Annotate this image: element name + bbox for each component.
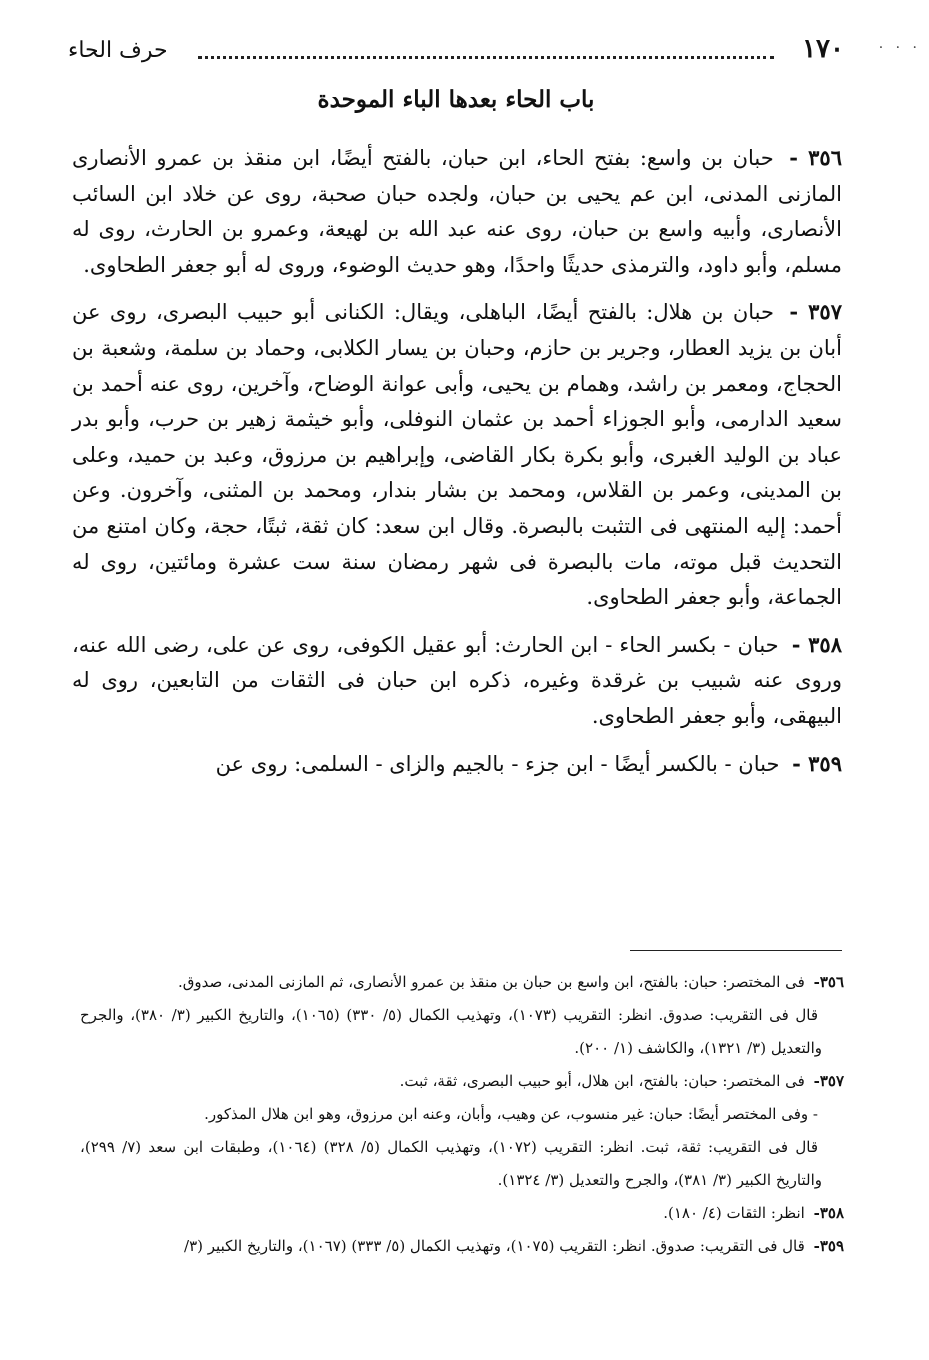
footnote [80,966,844,999]
footnote-number: ٣٥٧- [813,1072,844,1090]
footnote [80,999,844,1065]
footnote [80,1197,844,1230]
footnote-text: - وفى المختصر أيضًا: حبان: غير منسوب، عن وهيب، وأبان، وعنه ابن مرزوق، وهو ابن هلال المذكور. [204,1105,818,1123]
footnote-text: قال فى التقريب: صدوق. انظر: التقريب (١٠٧٥)، وتهذيب الكمال (٥/ ٣٣٣) (١٠٦٧)، والتاريخ الكبير (٣/ [184,1237,805,1255]
footnote-number: ٣٥٨- [813,1204,844,1222]
running-title: حرف الحاء [68,38,168,63]
entry-357 [72,294,842,615]
entry-text: حبان بن واسع: بفتح الحاء، ابن حبان، بالفتح أيضًا، ابن منقذ بن عمرو الأنصارى المازنى المدنى، ابن عم يحيى بن حبان، ولجده حبان صحبة، روى عن خلاد ابن السائب الأنصارى، وأبيه واسع بن حبان، روى عنه عبد الله بن لهيعة، وعمرو بن الحارث، روى له مسلم، وأبو داود، والترمذى حديثًا واحدًا، وهو حديث الوضوء، وروى له أبو جعفر الطحاوى. [72,146,842,277]
entry-number: ٣٥٧ - [789,299,842,325]
entry-number: ٣٥٨ - [791,631,842,657]
entry-text: حبان بن هلال: بالفتح أيضًا، الباهلى، ويقال: الكنانى أبو حبيب البصرى، روى عن أبان بن يزيد العطار، وجرير بن حازم، وحبان بن يسار الكلابى، وحماد بن سلمة، وشعبة بن الحجاج، ومعمر بن راشد، وهمام بن يحيى، وأبى عوانة الوضاح، وآخرين، روى عنه أحمد بن سعيد الدارمى، وأبو الجوزاء أحمد بن عثمان النوفلى، وأبو خيثمة زهير بن حرب، وأبو بدر عباد بن الوليد الغبرى، وأبو بكرة بكار القاضى، وإبراهيم بن مرزوق، وعبد بن حميد، وعلى بن المدينى، وعمر بن القلاس، ومحمد بن بشار بندار، ومحمد بن المثنى، وآخرون. وعن أحمد: إليه المنتهى فى التثبت بالبصرة. وقال ابن سعد: كان ثقة، ثبتًا، حجة، وكان امتنع من التحديث قبل موته، مات بالبصرة فى شهر رمضان سنة ست عشرة ومائتين، روى له الجماعة، وأبو جعفر الطحاوى. [72,300,842,610]
header-dotted-leader [198,56,774,59]
entry-text: حبان - بالكسر أيضًا - ابن جزء - بالجيم والزاى - السلمى: روى عن [215,751,780,776]
footnote [80,1131,844,1197]
footnote-number: ٣٥٩- [813,1237,844,1255]
page-number: ١٧٠ [802,34,844,64]
footnote-divider [630,950,842,951]
chapter-heading: باب الحاء بعدها الباء الموحدة [317,86,595,113]
footnote [80,1230,844,1263]
footnote-text: انظر: الثقات (٤/ ١٨٠). [663,1204,805,1222]
footnotes [80,966,844,1263]
footnote-number: ٣٥٦- [813,973,844,991]
footnote-text: قال فى التقريب: صدوق. انظر: التقريب (١٠٧٣)، وتهذيب الكمال (٥/ ٣٣٠) (١٠٦٥)، والتاريخ الكبير (٣/ ٣٨٠)، والجرح والتعديل (٣/ ١٣٢١)، والكاشف (١/ ٢٠٠). [80,1006,822,1057]
entry-359 [72,746,842,783]
footnote [80,1098,844,1131]
footnote-text: فى المختصر: حبان: بالفتح، ابن هلال، أبو حبيب البصرى، ثقة، ثبت. [399,1072,805,1090]
entry-text: حبان - بكسر الحاء - ابن الحارث: أبو عقيل الكوفى، روى عن على، رضى الله عنه، وروى عنه شبيب بن غرقدة وغيره، ذكره ابن حبان فى الثقات من التابعين، روى له البيهقى، وأبو جعفر الطحاوى. [72,632,842,728]
entry-number: ٣٥٩ - [792,750,842,776]
page-header [68,30,844,74]
footnote-text: قال فى التقريب: ثقة، ثبت. انظر: التقريب (١٠٧٢)، وتهذيب الكمال (٥/ ٣٢٨) (١٠٦٤)، وطبقات ابن سعد (٧/ ٢٩٩)، والتاريخ الكبير (٣/ ٣٨١)، والجرح والتعديل (٣/ ١٣٢٤). [80,1138,822,1189]
entry-356 [72,140,842,283]
footnote-text: فى المختصر: حبان: بالفتح، ابن واسع بن حبان بن منقذ بن عمرو الأنصارى، ثم المازنى المدنى، صدوق. [178,973,805,991]
entry-358 [72,627,842,735]
main-text [72,140,842,793]
footnote [80,1065,844,1098]
entry-number: ٣٥٦ - [789,145,842,170]
corner-mark: · · · [878,40,921,56]
